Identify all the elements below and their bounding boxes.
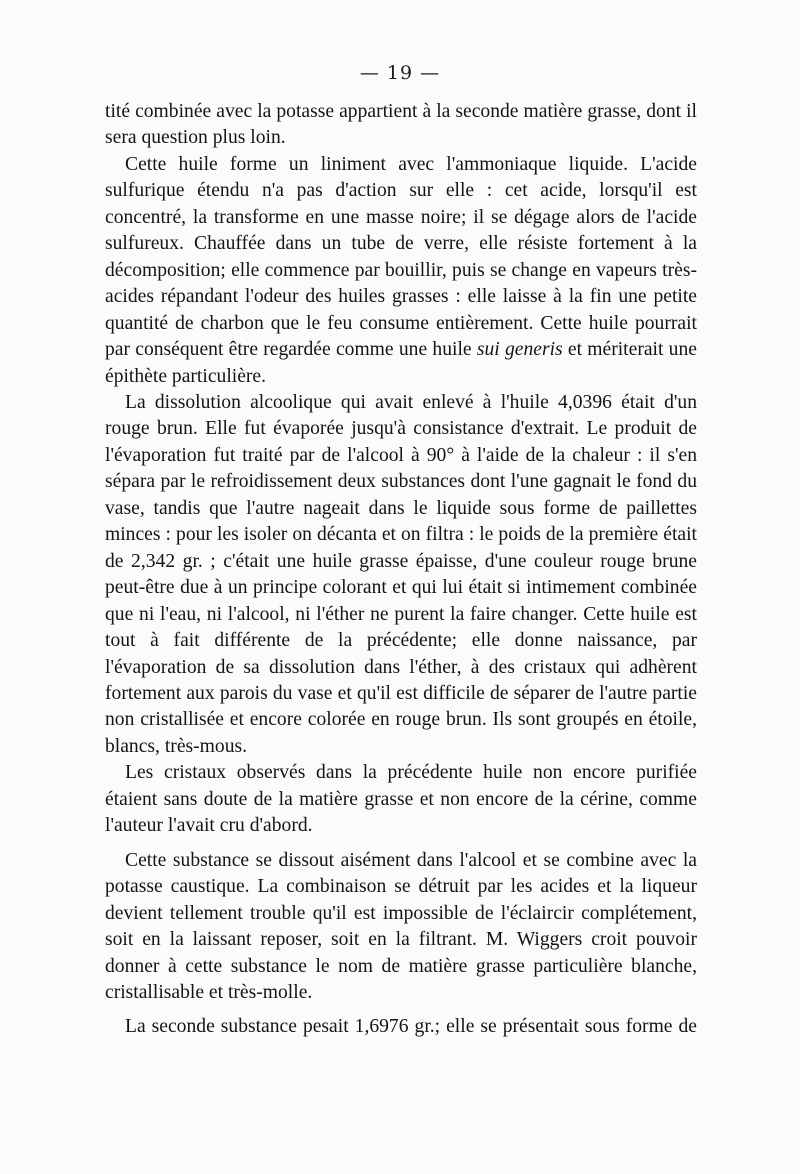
paragraph-ammonia-end: et mériterait une épithète particulière.	[105, 339, 697, 387]
paragraph-ammonia-italic: sui generis	[476, 339, 563, 361]
paragraph-continuation: tité combinée avec la potasse appartient à la seconde matière grasse, dont il sera question plus loin.	[105, 101, 697, 149]
paragraph-ammonia-text: Cette huile forme un liniment avec l'ammoniaque liquide. L'acide sulfurique étendu n'a pas d'action sur elle : cet acide, lorsqu'il est concentré, la transforme en une masse noire; il se dégage alors de l'acide sulfureux. Chauffée dans un tube de verre, elle résiste fortement à la décomposition; elle commence par bouillir, puis se change en vapeurs très-acides répandant l'odeur des huiles grasses : elle laisse à la fin une petite quantité de charbon que le feu consume entièrement. Cette huile pourrait par conséquent être regardée comme une huile	[105, 153, 697, 361]
page-number: — 19 —	[359, 62, 441, 84]
paragraph-crystals: Les cristaux observés dans la précédente huile non encore purifiée étaient sans doute de la matière grasse et non encore de la cérine, comme l'auteur l'avait cru d'abord.	[105, 762, 697, 837]
paragraph-second-substance: La seconde substance pesait 1,6976 gr.; elle se présentait sous forme de	[125, 1016, 697, 1038]
paragraph-substance: Cette substance se dissout aisément dans l'alcool et se combine avec la potasse caustique. La combinaison se détruit par les acides et la liqueur devient tellement trouble qu'il est impossible de l'éclaircir complétement, soit en la laissant reposer, soit en la filtrant. M. Wiggers croit pouvoir donner à cette substance le nom de matière grasse particulière blanche, cristallisable et très-molle.	[105, 849, 697, 1003]
paragraph-ammonia	[105, 152, 697, 390]
paragraph-alcoholic-solution: La dissolution alcoolique qui avait enlevé à l'huile 4,0396 était d'un rouge brun. Elle fut évaporée jusqu'à consistance d'extrait. Le produit de l'évaporation fut traité par de l'alcool à 90° à l'aide de la chaleur : il s'en sépara par le refroidissement deux substances dont l'une gagnait le fond du vase, tandis que l'autre nageait dans le liquide sous forme de paillettes minces : pour les isoler on décanta et on filtra : le poids de la première était de 2,342 gr. ; c'était une huile grasse épaisse, d'une couleur rouge brune peut-être due à un principe colorant et qui lui était si intimement combinée que ni l'eau, ni l'alcool, ni l'éther ne purent la faire changer. Cette huile est tout à fait différente de la précédente; elle donne naissance, par l'évaporation de sa dissolution dans l'éther, à des cristaux qui adhèrent fortement aux parois du vase et qu'il est difficile de séparer de l'autre partie non cristallisée et encore colorée en rouge brun. Ils sont groupés en étoile, blancs, très-mous.	[105, 391, 697, 757]
body-text	[105, 99, 697, 1041]
